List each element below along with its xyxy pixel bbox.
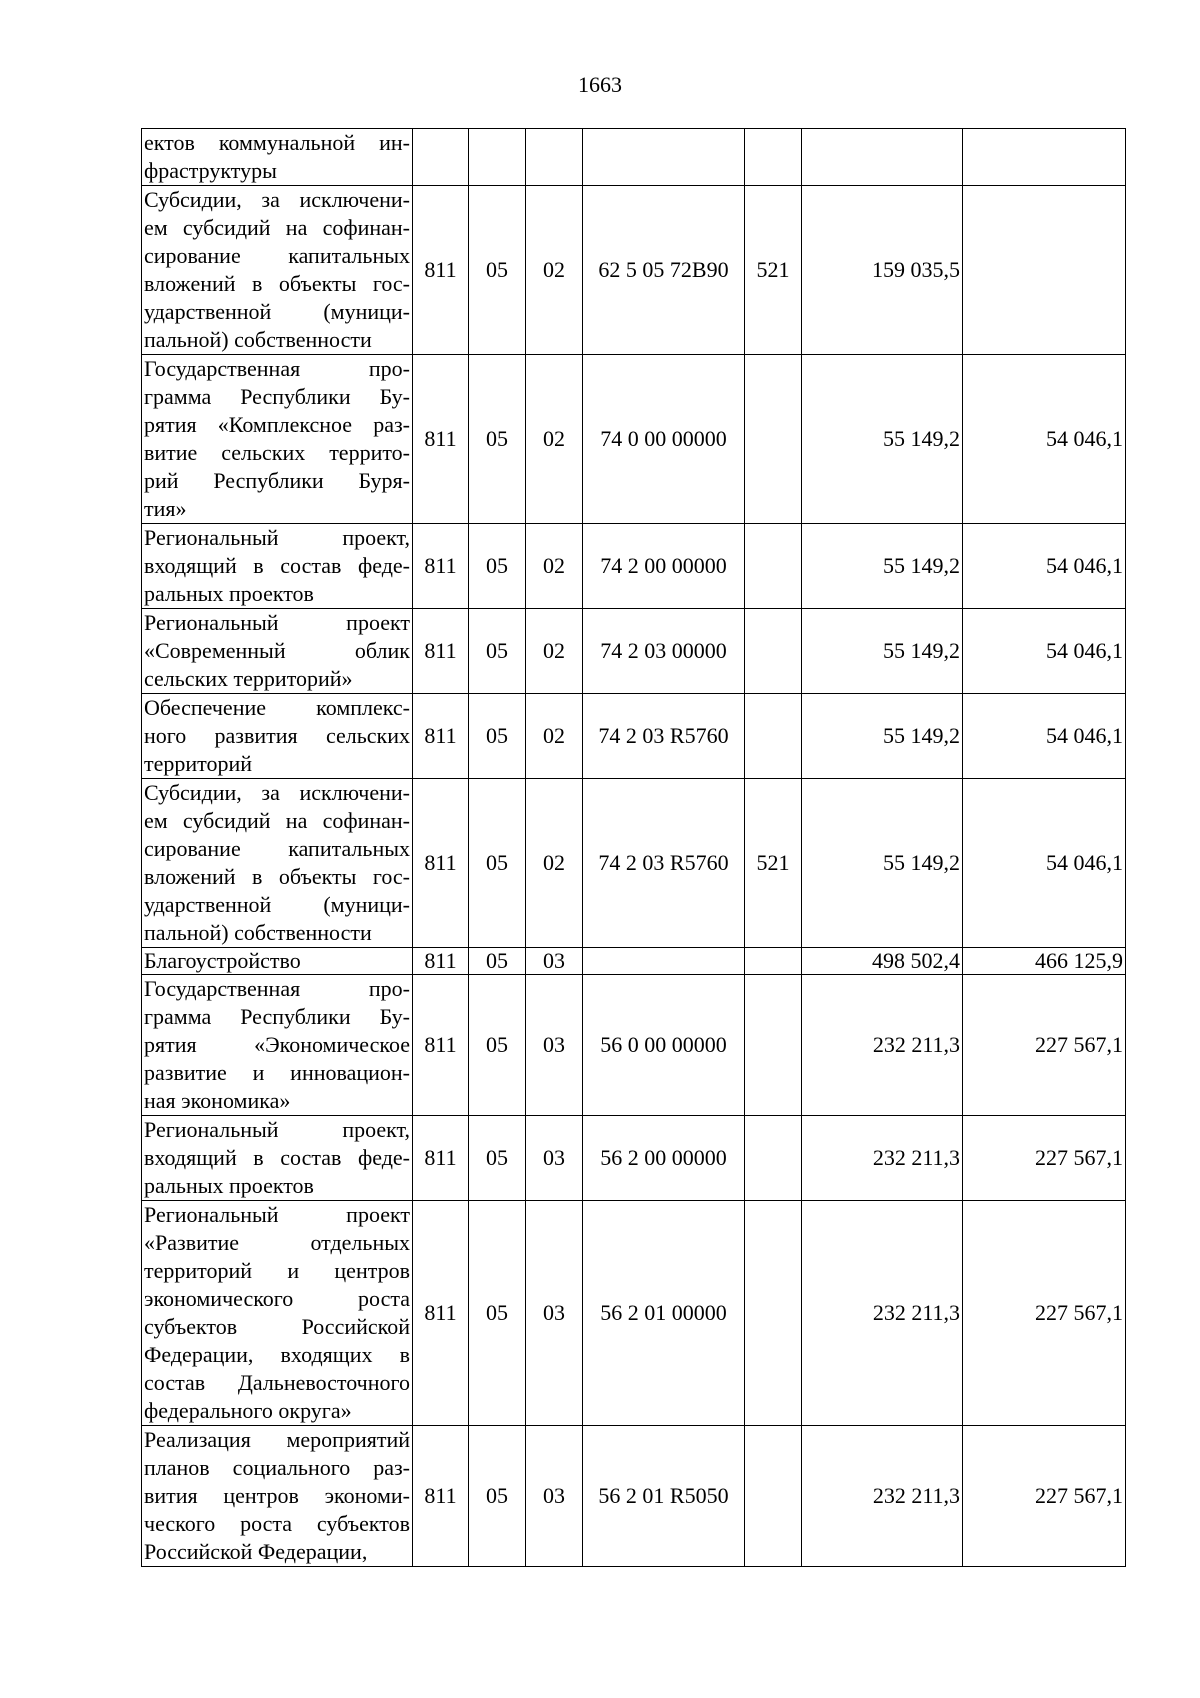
cell-target-article: 56 2 01 R5050 [583,1426,745,1567]
cell-section: 05 [469,779,526,948]
description-line: фраструктуры [144,158,277,183]
cell-subsection: 02 [526,355,583,524]
cell-target-article: 56 2 00 00000 [583,1116,745,1201]
cell-amount-year-2: 54 046,1 [963,694,1126,779]
description-line: «Современный облик [144,638,410,663]
cell-subsection: 02 [526,779,583,948]
description-line: территорий [144,751,253,776]
cell-grbs: 811 [413,355,469,524]
description-line: Субсидии, за исключени- [144,780,410,805]
cell-amount-year-1: 55 149,2 [802,779,963,948]
description-line: ральных проектов [144,581,314,606]
cell-target-article: 74 2 00 00000 [583,524,745,609]
cell-expense-type [745,524,802,609]
description-line: Реализация мероприятий [144,1427,410,1452]
cell-amount-year-1: 232 211,3 [802,1201,963,1426]
description-line: тия» [144,496,187,521]
table-row [142,1201,1126,1426]
description-line: ем субсидий на софинан- [144,215,410,240]
cell-grbs: 811 [413,609,469,694]
description-line: Субсидии, за исключени- [144,187,410,212]
description-line: ектов коммунальной ин- [144,130,410,155]
cell-section [469,129,526,186]
cell-target-article: 74 2 03 R5760 [583,694,745,779]
description-line: территорий и центров [144,1258,410,1283]
cell-amount-year-2: 227 567,1 [963,975,1126,1116]
description-line: рятия «Комплексное раз- [144,412,410,437]
cell-amount-year-1: 232 211,3 [802,1116,963,1201]
cell-grbs: 811 [413,186,469,355]
description-line: витие сельских террито- [144,440,410,465]
cell-amount-year-1: 55 149,2 [802,524,963,609]
cell-expense-type [745,948,802,975]
table-row [142,694,1126,779]
cell-description [142,1426,413,1567]
description-line: рий Республики Буря- [144,468,410,493]
cell-description [142,609,413,694]
description-line: Российской Федерации, [144,1539,368,1564]
cell-section: 05 [469,524,526,609]
cell-section: 05 [469,975,526,1116]
cell-grbs: 811 [413,694,469,779]
cell-amount-year-2 [963,186,1126,355]
cell-section: 05 [469,355,526,524]
cell-description [142,1116,413,1201]
description-line: сирование капитальных [144,243,410,268]
cell-grbs: 811 [413,975,469,1116]
cell-description [142,1201,413,1426]
table-row [142,524,1126,609]
cell-subsection: 03 [526,1116,583,1201]
table-row [142,1116,1126,1201]
cell-description [142,975,413,1116]
description-line: федерального округа» [144,1398,352,1423]
cell-grbs: 811 [413,948,469,975]
description-line: субъектов Российской [144,1314,410,1339]
page-number: 1663 [578,72,622,97]
cell-target-article: 56 2 01 00000 [583,1201,745,1426]
cell-expense-type [745,609,802,694]
cell-amount-year-1 [802,129,963,186]
table-row [142,186,1126,355]
cell-amount-year-2: 227 567,1 [963,1426,1126,1567]
cell-section: 05 [469,609,526,694]
cell-section: 05 [469,186,526,355]
cell-amount-year-2: 227 567,1 [963,1201,1126,1426]
description-line: Государственная про- [144,356,410,381]
cell-amount-year-1: 55 149,2 [802,694,963,779]
description-line: грамма Республики Бу- [144,384,410,409]
table-row [142,779,1126,948]
cell-target-article: 74 2 03 00000 [583,609,745,694]
cell-amount-year-2: 227 567,1 [963,1116,1126,1201]
cell-section: 05 [469,1426,526,1567]
cell-target-article: 74 2 03 R5760 [583,779,745,948]
cell-description [142,694,413,779]
description-line: планов социального раз- [144,1455,410,1480]
table-body [142,129,1126,1567]
cell-target-article: 74 0 00 00000 [583,355,745,524]
description-line: пальной) собственности [144,920,372,945]
cell-expense-type: 521 [745,186,802,355]
description-line: вложений в объекты гос- [144,864,410,889]
budget-table [141,128,1126,1567]
cell-description [142,524,413,609]
cell-grbs: 811 [413,1426,469,1567]
cell-subsection: 02 [526,694,583,779]
cell-target-article: 56 0 00 00000 [583,975,745,1116]
description-line: ударственной (муници- [144,892,410,917]
cell-amount-year-2: 54 046,1 [963,779,1126,948]
description-line: сирование капитальных [144,836,410,861]
description-line: сельских территорий» [144,666,353,691]
description-line: ного развития сельских [144,723,410,748]
cell-subsection: 02 [526,186,583,355]
cell-subsection: 03 [526,975,583,1116]
cell-amount-year-2: 54 046,1 [963,609,1126,694]
description-line: экономического роста [144,1286,410,1311]
cell-grbs: 811 [413,1201,469,1426]
cell-amount-year-1: 232 211,3 [802,1426,963,1567]
cell-section: 05 [469,694,526,779]
cell-amount-year-2: 54 046,1 [963,524,1126,609]
description-line: грамма Республики Бу- [144,1004,410,1029]
cell-section: 05 [469,948,526,975]
description-line: Региональный проект, [144,1117,410,1142]
cell-description [142,186,413,355]
description-line: ческого роста субъектов [144,1511,410,1536]
description-line: пальной) собственности [144,327,372,352]
cell-expense-type [745,1426,802,1567]
cell-subsection: 03 [526,948,583,975]
cell-amount-year-1: 232 211,3 [802,975,963,1116]
cell-subsection: 03 [526,1201,583,1426]
cell-amount-year-2: 466 125,9 [963,948,1126,975]
cell-amount-year-1: 55 149,2 [802,609,963,694]
cell-subsection [526,129,583,186]
description-line: ральных проектов [144,1173,314,1198]
cell-subsection: 02 [526,609,583,694]
description-line: «Развитие отдельных [144,1230,410,1255]
description-line: Региональный проект [144,610,410,635]
description-line: ем субсидий на софинан- [144,808,410,833]
cell-expense-type [745,1116,802,1201]
cell-grbs: 811 [413,779,469,948]
cell-section: 05 [469,1116,526,1201]
cell-expense-type [745,129,802,186]
table-row [142,129,1126,186]
cell-amount-year-2 [963,129,1126,186]
cell-expense-type [745,975,802,1116]
cell-subsection: 03 [526,1426,583,1567]
cell-description [142,779,413,948]
description-line: ная экономика» [144,1088,291,1113]
cell-amount-year-1: 55 149,2 [802,355,963,524]
cell-grbs [413,129,469,186]
description-line: входящий в состав феде- [144,1145,410,1170]
table-row [142,609,1126,694]
cell-target-article: 62 5 05 72В90 [583,186,745,355]
description-line: рятия «Экономическое [144,1032,410,1057]
description-line: развитие и инновацион- [144,1060,410,1085]
cell-amount-year-1: 498 502,4 [802,948,963,975]
description-line: ударственной (муници- [144,299,410,324]
description-line: состав Дальневосточного [144,1370,410,1395]
description-line: вития центров экономи- [144,1483,410,1508]
cell-expense-type [745,1201,802,1426]
description-line: Обеспечение комплекс- [144,695,410,720]
cell-expense-type [745,694,802,779]
description-line: входящий в состав феде- [144,553,410,578]
cell-description [142,355,413,524]
cell-amount-year-1: 159 035,5 [802,186,963,355]
cell-expense-type [745,355,802,524]
table-row [142,355,1126,524]
cell-target-article [583,129,745,186]
table-row [142,975,1126,1116]
cell-subsection: 02 [526,524,583,609]
cell-amount-year-2: 54 046,1 [963,355,1126,524]
description-line: Благоустройство [144,948,301,973]
table-row [142,948,1126,975]
cell-section: 05 [469,1201,526,1426]
description-line: Государственная про- [144,976,410,1001]
cell-grbs: 811 [413,1116,469,1201]
description-line: вложений в объекты гос- [144,271,410,296]
description-line: Региональный проект, [144,525,410,550]
cell-description [142,948,413,975]
description-line: Федерации, входящих в [144,1342,410,1367]
cell-description [142,129,413,186]
cell-expense-type: 521 [745,779,802,948]
description-line: Региональный проект [144,1202,410,1227]
cell-target-article [583,948,745,975]
cell-grbs: 811 [413,524,469,609]
table-row [142,1426,1126,1567]
